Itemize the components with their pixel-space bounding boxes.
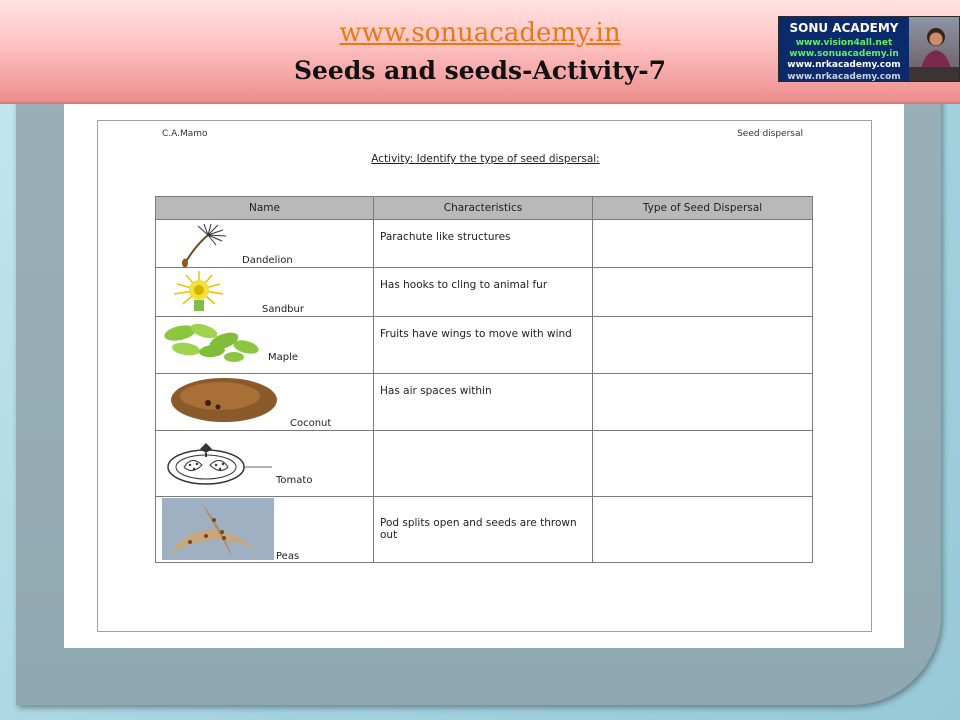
presenter-photo [909,17,960,82]
document-author: C.A.Mamo [162,129,208,139]
plant-name: Sandbur [262,304,304,315]
dispersal-type-cell[interactable] [593,374,813,431]
characteristics-text [374,431,592,442]
name-cell [156,431,374,497]
logo-name: SONU ACADEMY [789,21,899,35]
logo-line-3: www.nrkacademy.com [787,60,901,70]
header-bar [0,0,960,104]
dispersal-type-cell[interactable] [593,431,813,497]
column-header-type: Type of Seed Dispersal [593,197,813,220]
table-row [156,317,813,374]
sandbur-icon [168,270,230,314]
characteristics-text: Has hooks to cling to animal fur [380,279,548,291]
column-header-name: Name [156,197,374,220]
maple-seed-icon [160,319,264,365]
characteristics-cell [374,268,593,317]
table-row [156,497,813,563]
name-cell [156,317,374,374]
characteristics-cell [374,374,593,431]
characteristics-text: Pod splits open and seeds are thrown out [380,517,577,541]
table-header-row [156,197,813,220]
document-topic: Seed dispersal [737,129,803,139]
name-cell [156,268,374,317]
logo-line-1: www.vision4all.net [795,38,893,48]
characteristics-cell [374,220,593,268]
characteristics-text: Parachute like structures [380,231,511,243]
logo-line-4: www.nrkacademy.com [787,72,901,82]
worksheet-image [64,104,904,648]
plant-name: Peas [276,551,300,562]
seed-dispersal-table [155,196,813,563]
dispersal-type-cell[interactable] [593,317,813,374]
dispersal-type-cell[interactable] [593,497,813,563]
table-row [156,220,813,268]
sonu-academy-logo [778,16,960,82]
dandelion-icon [176,223,236,267]
table-row [156,374,813,431]
plant-name: Dandelion [242,255,293,266]
name-cell [156,374,374,431]
slide-title: Seeds and seeds-Activity-7 [293,56,667,85]
worksheet-page [97,120,872,632]
site-url-link[interactable]: www.sonuacademy.in [339,18,621,48]
coconut-icon [170,377,278,423]
name-cell [156,497,374,563]
characteristics-cell [374,497,593,563]
characteristics-cell [374,317,593,374]
characteristics-text: Fruits have wings to move with wind [380,328,572,340]
dispersal-type-cell[interactable] [593,220,813,268]
plant-name: Maple [268,352,299,363]
dispersal-type-cell[interactable] [593,268,813,317]
activity-heading: Activity: Identify the type of seed dispersal: [371,153,600,165]
pea-pod-icon [162,498,274,560]
plant-name: Tomato [276,475,313,486]
plant-name: Coconut [290,418,332,429]
logo-line-2: www.sonuacademy.in [789,49,899,59]
characteristics-text: Has air spaces within [380,385,492,397]
table-row [156,431,813,497]
name-cell [156,220,374,268]
table-row [156,268,813,317]
tomato-icon [162,439,272,487]
characteristics-cell [374,431,593,497]
column-header-characteristics: Characteristics [374,197,593,220]
